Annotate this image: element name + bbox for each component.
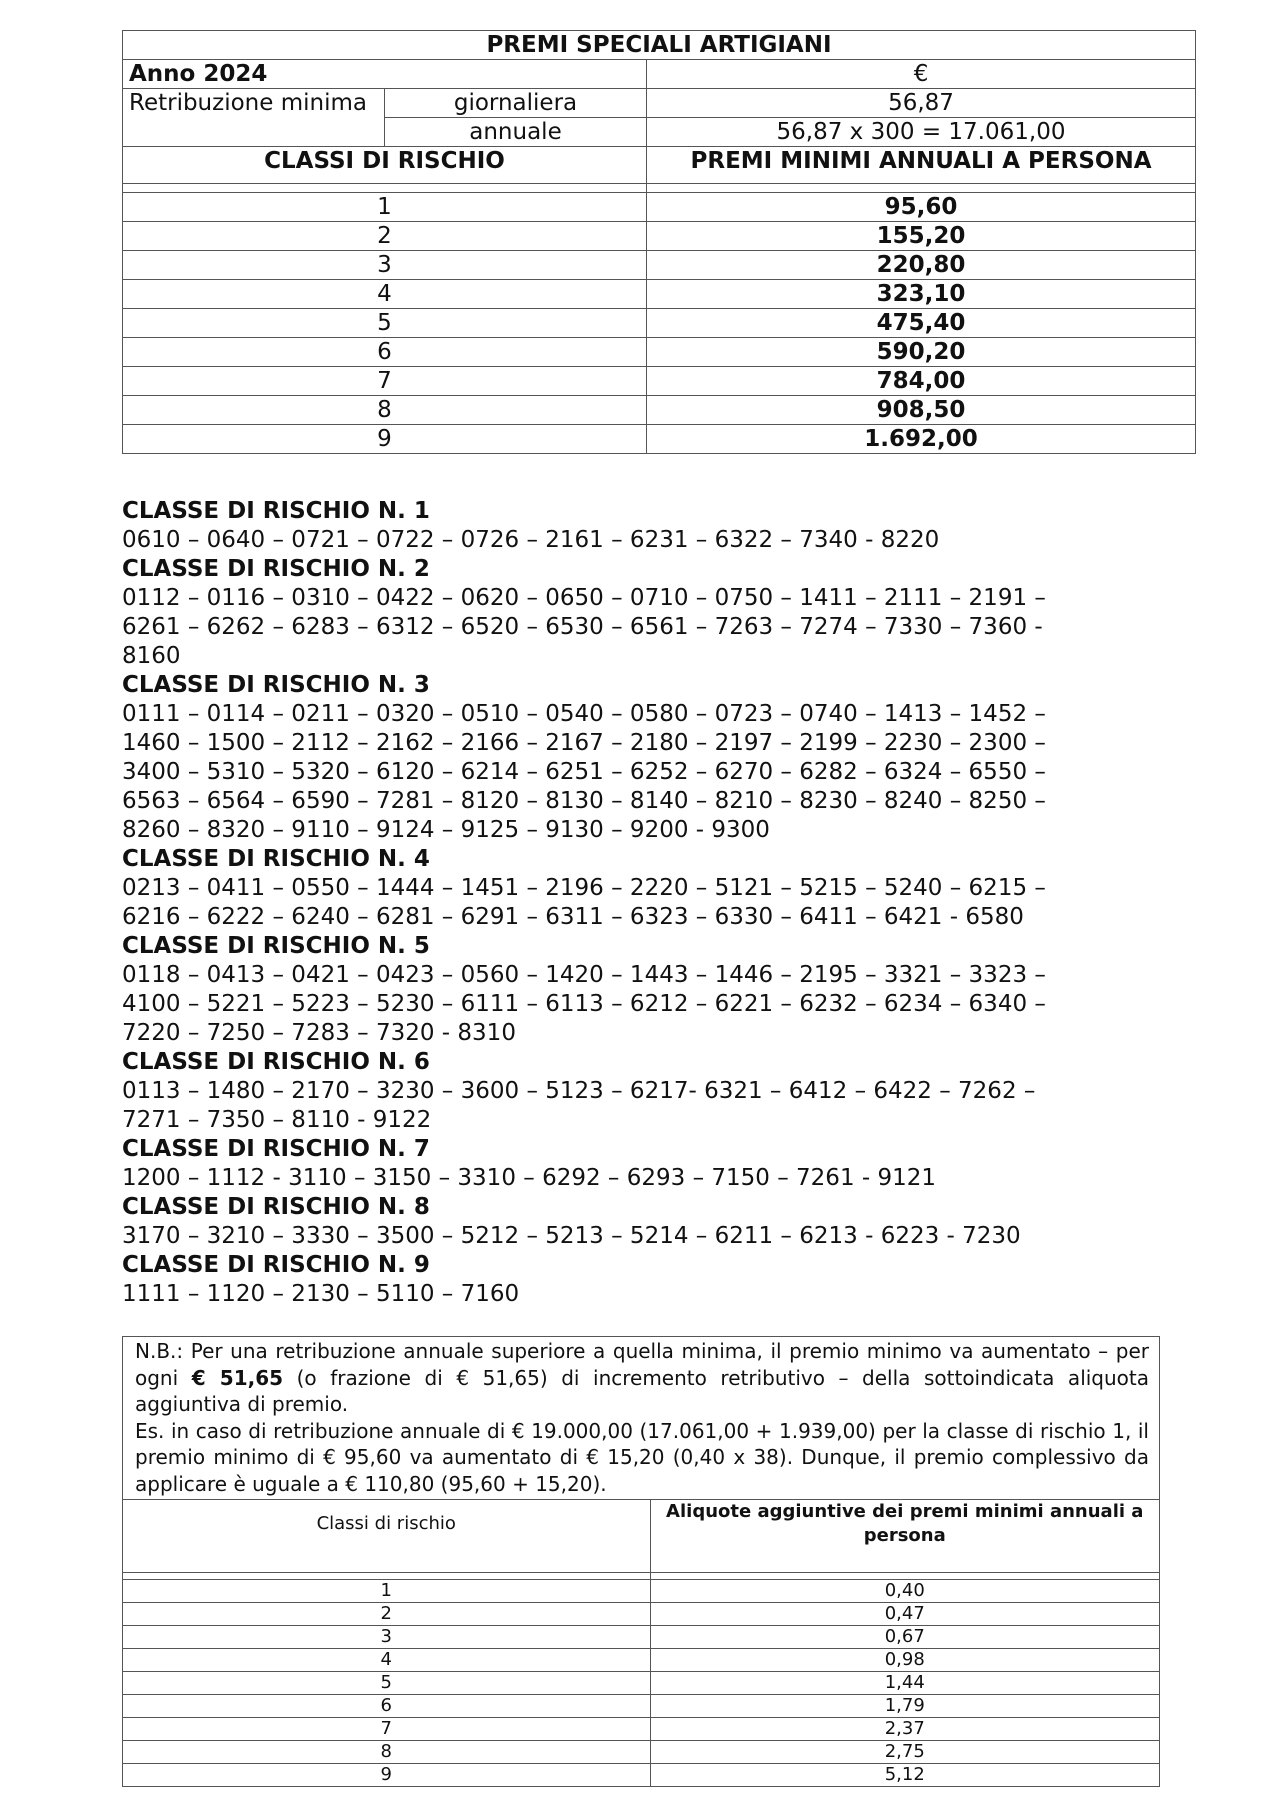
classe-cell: 8 — [123, 396, 647, 425]
premi-header-row — [123, 147, 1196, 184]
premio-cell: 220,80 — [647, 251, 1196, 280]
retribuzione-label: Retribuzione minima — [123, 89, 385, 147]
premi-row — [123, 222, 1196, 251]
aliquota-cell: 5,12 — [650, 1764, 1160, 1787]
risk-class-heading: CLASSE DI RISCHIO N. 9 — [122, 1252, 430, 1278]
premio-cell: 323,10 — [647, 280, 1196, 309]
aliquota-cell: 0,47 — [650, 1603, 1160, 1626]
annuale-label: annuale — [385, 118, 647, 147]
classe-cell: 3 — [123, 1626, 651, 1649]
premi-row — [123, 425, 1196, 454]
aliquota-cell: 1,79 — [650, 1695, 1160, 1718]
classe-cell: 6 — [123, 338, 647, 367]
aliquote-row — [123, 1672, 1160, 1695]
aliquote-row — [123, 1764, 1160, 1787]
classe-cell: 9 — [123, 1764, 651, 1787]
classe-cell: 7 — [123, 367, 647, 396]
classe-cell: 5 — [123, 309, 647, 338]
risk-class-heading: CLASSE DI RISCHIO N. 2 — [122, 556, 430, 582]
aliquote-header-row — [123, 1500, 1160, 1573]
aliquota-cell: 2,37 — [650, 1718, 1160, 1741]
risk-class-codes: 0610 – 0640 – 0721 – 0722 – 0726 – 2161 – 6231 – 6322 – 7340 - 8220 — [122, 527, 940, 553]
note-paragraph-1 — [135, 1338, 1149, 1418]
classe-cell: 8 — [123, 1741, 651, 1764]
aliquote-row — [123, 1718, 1160, 1741]
risk-class-codes: 3170 – 3210 – 3330 – 3500 – 5212 – 5213 – 5214 – 6211 – 6213 - 6223 - 7230 — [122, 1223, 1021, 1249]
premi-row — [123, 367, 1196, 396]
premio-cell: 1.692,00 — [647, 425, 1196, 454]
giornaliera-value: 56,87 — [647, 89, 1196, 118]
note-amount: € 51,65 — [191, 1365, 284, 1390]
classe-cell: 7 — [123, 1718, 651, 1741]
aliquota-cell: 0,98 — [650, 1649, 1160, 1672]
giornaliera-label: giornaliera — [385, 89, 647, 118]
risk-class-heading: CLASSE DI RISCHIO N. 8 — [122, 1194, 430, 1220]
col-header-classes: CLASSI DI RISCHIO — [123, 147, 647, 184]
premio-cell: 590,20 — [647, 338, 1196, 367]
premi-row — [123, 280, 1196, 309]
note-paragraph-2: Es. in caso di retribuzione annuale di € 19.000,00 (17.061,00 + 1.939,00) per la classe di rischio 1, il premio minimo di € 95,60 va aumentato di € 15,20 (0,40 x 38). Dunque, il premio complessivo da applicare è uguale a € 110,80 (95,60 + 15,20). — [135, 1418, 1149, 1496]
risk-class-codes: 0112 – 0116 – 0310 – 0422 – 0620 – 0650 – 0710 – 0750 – 1411 – 2111 – 2191 – 6261 – 6262 – 6283 – 6312 – 6520 – 6530 – 6561 – 7263 – 7274 – 7330 – 7360 - 8160 — [122, 585, 1046, 669]
note-text: N.B.: Per una retribuzione annuale superiore a quella minima, il premio minimo va aumentato – per ogni — [135, 1339, 1149, 1390]
aliquota-cell: 2,75 — [650, 1741, 1160, 1764]
premio-cell: 475,40 — [647, 309, 1196, 338]
table-title: PREMI SPECIALI ARTIGIANI — [123, 31, 1196, 60]
premio-cell: 908,50 — [647, 396, 1196, 425]
classe-cell: 2 — [123, 222, 647, 251]
aliquote-row — [123, 1603, 1160, 1626]
note-box — [122, 1336, 1160, 1787]
year-row — [123, 60, 1196, 89]
aliquote-row — [123, 1649, 1160, 1672]
classe-cell: 6 — [123, 1695, 651, 1718]
aliquota-cell: 0,67 — [650, 1626, 1160, 1649]
classe-cell: 5 — [123, 1672, 651, 1695]
premi-row — [123, 396, 1196, 425]
aliquote-table — [122, 1499, 1160, 1787]
risk-class-codes: 0118 – 0413 – 0421 – 0423 – 0560 – 1420 – 1443 – 1446 – 2195 – 3321 – 3323 – 4100 – 5221 – 5223 – 5230 – 6111 – 6113 – 6212 – 6221 – 6232 – 6234 – 6340 – 7220 – 7250 – 7283 – 7320 - 8310 — [122, 962, 1046, 1046]
year-label: Anno 2024 — [123, 60, 647, 89]
retribuzione-giornaliera-row — [123, 89, 1196, 118]
aliquote-row — [123, 1580, 1160, 1603]
classe-cell: 4 — [123, 1649, 651, 1672]
spacer-row — [123, 184, 1196, 193]
classe-cell: 1 — [123, 193, 647, 222]
aliquote-row — [123, 1695, 1160, 1718]
risk-classes-list — [122, 497, 1182, 1309]
premi-table — [122, 30, 1196, 454]
premi-row — [123, 338, 1196, 367]
risk-class-heading: CLASSE DI RISCHIO N. 3 — [122, 672, 430, 698]
classe-cell: 1 — [123, 1580, 651, 1603]
risk-class-heading: CLASSE DI RISCHIO N. 5 — [122, 933, 430, 959]
premi-row — [123, 193, 1196, 222]
aliquote-row — [123, 1626, 1160, 1649]
premio-cell: 95,60 — [647, 193, 1196, 222]
currency-label: € — [647, 60, 1196, 89]
risk-class-codes: 1200 – 1112 - 3110 – 3150 – 3310 – 6292 – 6293 – 7150 – 7261 - 9121 — [122, 1165, 937, 1191]
aliquota-cell: 1,44 — [650, 1672, 1160, 1695]
premi-table-title-row — [123, 31, 1196, 60]
aliquota-cell: 0,40 — [650, 1580, 1160, 1603]
premio-cell: 155,20 — [647, 222, 1196, 251]
risk-class-codes: 1111 – 1120 – 2130 – 5110 – 7160 — [122, 1281, 520, 1307]
premio-cell: 784,00 — [647, 367, 1196, 396]
premi-row — [123, 251, 1196, 280]
premi-row — [123, 309, 1196, 338]
spacer-row — [123, 1573, 1160, 1580]
classe-cell: 4 — [123, 280, 647, 309]
note-text: (o frazione di € 51,65) di incremento retributivo – della sottoindicata aliquota aggiuntiva di premio. — [135, 1365, 1150, 1416]
risk-class-codes: 0213 – 0411 – 0550 – 1444 – 1451 – 2196 – 2220 – 5121 – 5215 – 5240 – 6215 – 6216 – 6222 – 6240 – 6281 – 6291 – 6311 – 6323 – 6330 – 6411 – 6421 - 6580 — [122, 875, 1046, 930]
classe-cell: 9 — [123, 425, 647, 454]
col-header-premi: PREMI MINIMI ANNUALI A PERSONA — [647, 147, 1196, 184]
col-header-aliquote: Aliquote aggiuntive dei premi minimi annuali a persona — [650, 1500, 1160, 1573]
col-header-classi: Classi di rischio — [123, 1500, 651, 1573]
classe-cell: 3 — [123, 251, 647, 280]
nb-note — [122, 1336, 1160, 1499]
risk-class-heading: CLASSE DI RISCHIO N. 4 — [122, 846, 430, 872]
risk-class-codes: 0113 – 1480 – 2170 – 3230 – 3600 – 5123 – 6217- 6321 – 6412 – 6422 – 7262 – 7271 – 7350 – 8110 - 9122 — [122, 1078, 1036, 1133]
classe-cell: 2 — [123, 1603, 651, 1626]
annuale-value: 56,87 x 300 = 17.061,00 — [647, 118, 1196, 147]
risk-class-heading: CLASSE DI RISCHIO N. 1 — [122, 498, 430, 524]
risk-class-codes: 0111 – 0114 – 0211 – 0320 – 0510 – 0540 – 0580 – 0723 – 0740 – 1413 – 1452 – 1460 – 1500 – 2112 – 2162 – 2166 – 2167 – 2180 – 2197 – 2199 – 2230 – 2300 – 3400 – 5310 – 5320 – 6120 – 6214 – 6251 – 6252 – 6270 – 6282 – 6324 – 6550 – 6563 – 6564 – 6590 – 7281 – 8120 – 8130 – 8140 – 8210 – 8230 – 8240 – 8250 – 8260 – 8320 – 9110 – 9124 – 9125 – 9130 – 9200 - 9300 — [122, 701, 1046, 843]
risk-class-heading: CLASSE DI RISCHIO N. 7 — [122, 1136, 430, 1162]
risk-class-heading: CLASSE DI RISCHIO N. 6 — [122, 1049, 430, 1075]
aliquote-row — [123, 1741, 1160, 1764]
